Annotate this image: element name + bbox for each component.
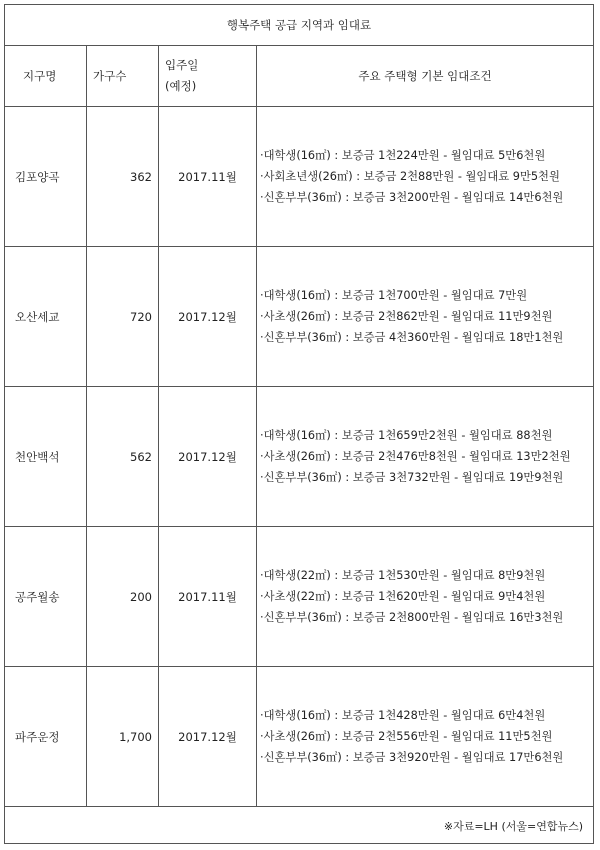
move-in-date: 2017.12월: [159, 667, 257, 806]
term-line: ·대학생(22㎡) : 보증금 1천530만원 - 월임대료 8만9천원: [260, 569, 546, 582]
rental-terms: [257, 527, 593, 666]
district-name: 파주운정: [5, 667, 87, 806]
table-row: [5, 247, 593, 387]
household-count: 562: [87, 387, 159, 526]
term-line: ·사초생(26㎡) : 보증금 2천862만원 - 월임대료 11만9천원: [260, 310, 553, 323]
term-line: ·사회초년생(26㎡) : 보증금 2천88만원 - 월임대료 9만5천원: [260, 170, 560, 183]
term-line: ·신혼부부(36㎡) : 보증금 3천920만원 - 월임대료 17만6천원: [260, 751, 564, 764]
term-line: ·신혼부부(36㎡) : 보증금 4천360만원 - 월임대료 18만1천원: [260, 331, 564, 344]
rental-terms: [257, 667, 593, 806]
term-line: ·신혼부부(36㎡) : 보증금 3천200만원 - 월임대료 14만6천원: [260, 191, 564, 204]
table-row: [5, 107, 593, 247]
term-line: ·신혼부부(36㎡) : 보증금 3천732만원 - 월임대료 19만9천원: [260, 471, 564, 484]
district-name: 공주월송: [5, 527, 87, 666]
move-in-date: 2017.12월: [159, 387, 257, 526]
rental-terms: [257, 387, 593, 526]
move-in-date: 2017.12월: [159, 247, 257, 386]
district-name: 오산세교: [5, 247, 87, 386]
district-name: 천안백석: [5, 387, 87, 526]
move-in-date: 2017.11월: [159, 107, 257, 246]
header-district: 지구명: [5, 46, 87, 106]
term-line: ·대학생(16㎡) : 보증금 1천428만원 - 월임대료 6만4천원: [260, 709, 546, 722]
term-line: ·사초생(22㎡) : 보증금 1천620만원 - 월임대료 9만4천원: [260, 590, 546, 603]
table-row: [5, 527, 593, 667]
term-line: ·사초생(26㎡) : 보증금 2천476만8천원 - 월임대료 13만2천원: [260, 450, 571, 463]
header-row: [5, 46, 593, 107]
term-line: ·신혼부부(36㎡) : 보증금 2천800만원 - 월임대료 16만3천원: [260, 611, 564, 624]
household-count: 720: [87, 247, 159, 386]
rental-table: [4, 4, 594, 844]
move-in-date: 2017.11월: [159, 527, 257, 666]
header-move-in-line2: (예정): [165, 79, 197, 93]
household-count: 200: [87, 527, 159, 666]
household-count: 362: [87, 107, 159, 246]
district-name: 김포양곡: [5, 107, 87, 246]
household-count: 1,700: [87, 667, 159, 806]
term-line: ·대학생(16㎡) : 보증금 1천700만원 - 월임대료 7만원: [260, 289, 528, 302]
rental-terms: [257, 247, 593, 386]
table-row: [5, 387, 593, 527]
header-move-in: [159, 46, 257, 106]
header-move-in-line1: 입주일: [165, 58, 199, 72]
rental-terms: [257, 107, 593, 246]
term-line: ·대학생(16㎡) : 보증금 1천224만원 - 월임대료 5만6천원: [260, 149, 546, 162]
header-terms: 주요 주택형 기본 임대조건: [358, 69, 492, 83]
table-row: [5, 667, 593, 807]
table-title: 행복주택 공급 지역과 임대료: [5, 5, 593, 46]
header-households: 가구수: [87, 46, 159, 106]
source-note: ※자료=LH (서울=연합뉴스): [443, 819, 583, 833]
term-line: ·사초생(26㎡) : 보증금 2천556만원 - 월임대료 11만5천원: [260, 730, 553, 743]
term-line: ·대학생(16㎡) : 보증금 1천659만2천원 - 월임대료 88천원: [260, 429, 553, 442]
